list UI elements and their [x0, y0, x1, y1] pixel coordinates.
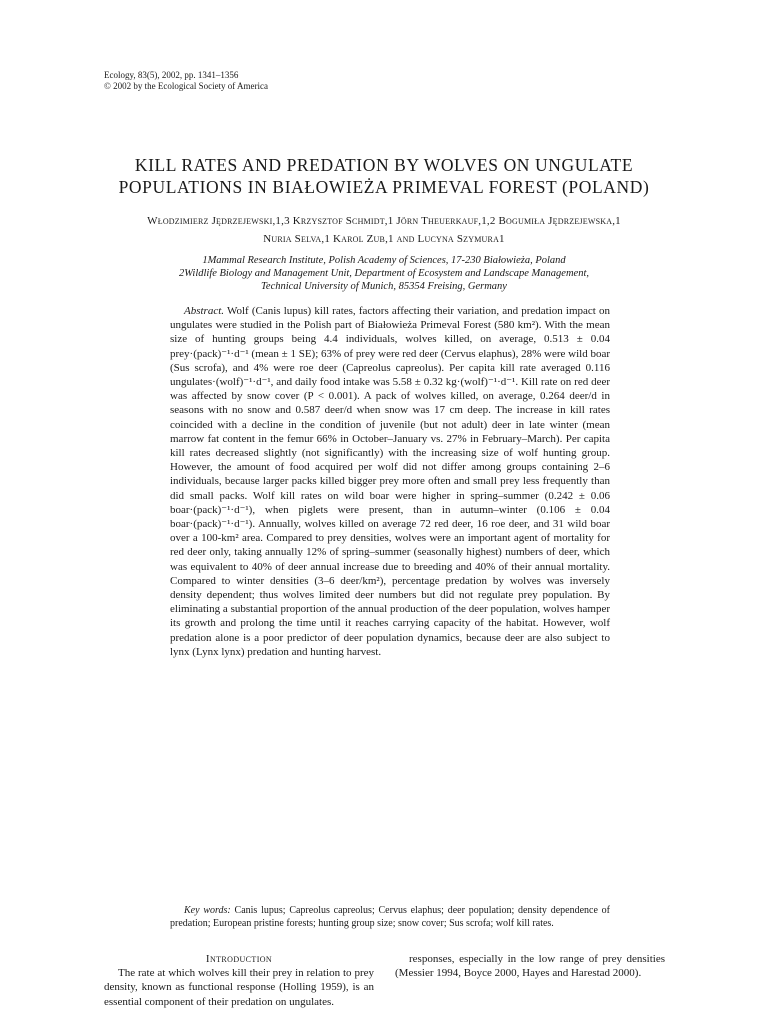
keywords-text: Canis lupus; Capreolus capreolus; Cervus elaphus; deer population; density dependence of predation; European pristine forests; hunting group size; snow cover; Sus scrofa; wolf kill rates. [170, 905, 610, 929]
journal-line-1: Ecology, 83(5), 2002, pp. 1341–1356 [104, 70, 239, 80]
right-column [395, 952, 665, 980]
title-line-2: POPULATIONS IN BIAŁOWIEŻA PRIMEVAL FOREST (POLAND) [118, 177, 650, 197]
affiliation-2: 2Wildlife Biology and Management Unit, Department of Ecosystem and Landscape Management, [178, 268, 589, 279]
left-column [104, 952, 374, 1009]
keywords [170, 905, 610, 930]
keywords-label: Key words: [184, 905, 231, 916]
affiliation-1: 1Mammal Research Institute, Polish Academy of Sciences, 17-230 Białowieża, Poland [202, 255, 566, 266]
journal-line-2: © 2002 by the Ecological Society of America [104, 81, 269, 91]
authors-line-1: Włodzimierz Jędrzejewski,1,3 Krzysztof Schmidt,1 Jörn Theuerkauf,1,2 Bogumiła Jędrzejewska,1 [147, 215, 621, 227]
journal-citation [104, 70, 268, 92]
abstract [170, 304, 610, 659]
affiliations [0, 254, 768, 293]
authors-line-2: Nuria Selva,1 Karol Zub,1 and Lucyna Szymura1 [263, 233, 505, 245]
intro-text: The rate at which wolves kill their prey in relation to prey density, known as functional response (Holling 1959), is an essential component of their predation on ungulates. [104, 967, 374, 1008]
affiliation-3: Technical University of Munich, 85354 Freising, Germany [261, 281, 507, 292]
title-line-1: KILL RATES AND PREDATION BY WOLVES ON UNGULATE [134, 155, 634, 175]
intro-heading: Introduction [205, 953, 273, 965]
abstract-label: Abstract. [184, 305, 225, 317]
abstract-text: Wolf (Canis lupus) kill rates, factors affecting their variation, and predation impact on ungulates were studied in the Polish part of Białowieża Primeval Forest (580 km²). With the mean size of hunting groups being 4.4 individuals, wolves killed, on average, 0.513 ± 0.04 prey·(pack)⁻¹·d⁻¹ (mean ± 1 SE); 63% of prey were red deer (Cervus elaphus), 28% were wild boar (Sus scrofa), and 4% were roe deer (Capreolus capreolus). Per capita kill rate averaged 0.116 ungulates·(wolf)⁻¹·d⁻¹, and daily food intake was 5.58 ± 0.32 kg·(wolf)⁻¹·d⁻¹. Kill rate on red deer was affected by snow cover (P < 0.001). A pack of wolves killed, on average, 0.264 deer/d in seasons with no snow and 0.587 deer/d when snow was 17 cm deep. The increase in kill rates coincided with a decline in the condition of juvenile (but not adult) deer in late winter (mean marrow fat content in the femur 66% in October–January vs. 27% in February–March). Per capita kill rates decreased slightly (not significantly) with the increasing size of wolf hunting group. However, the amount of food acquired per wolf did not differ among groups containing 2–6 individuals, because larger packs killed bigger prey more often and small prey less frequently than did small packs. Wolf kill rates on wild boar were higher in spring–summer (0.242 ± 0.06 boar·(pack)⁻¹·d⁻¹), when piglets were present, than in autumn–winter (0.106 ± 0.04 boar·(pack)⁻¹·d⁻¹). Annually, wolves killed on average 72 red deer, 16 roe deer, and 31 wild boar over a 100-km² area. Compared to prey densities, wolves were an important agent of mortality for red deer only, taking annually 12% of spring–summer (seasonally highest) numbers of deer, which was equivalent to 40% of deer annual increase due to breeding and 40% of their annual mortality. Compared to winter densities (3–6 deer/km²), percentage predation by wolves was inversely density dependent; thus wolves limited deer numbers but did not regulate prey population. By eliminating a substantial proportion of the annual production of the deer population, wolves hamper its growth and prolong the time until it reaches carrying capacity of the habitat. However, wolf predation alone is a poor predictor of deer population dynamics, because deer are also subject to lynx (Lynx lynx) predation and hunting harvest. [170, 305, 610, 658]
paper-title [0, 154, 768, 198]
right-column-text: responses, especially in the low range of prey densities (Messier 1994, Boyce 2000, Hayes and Harestad 2000). [395, 953, 665, 980]
author-list [0, 212, 768, 248]
